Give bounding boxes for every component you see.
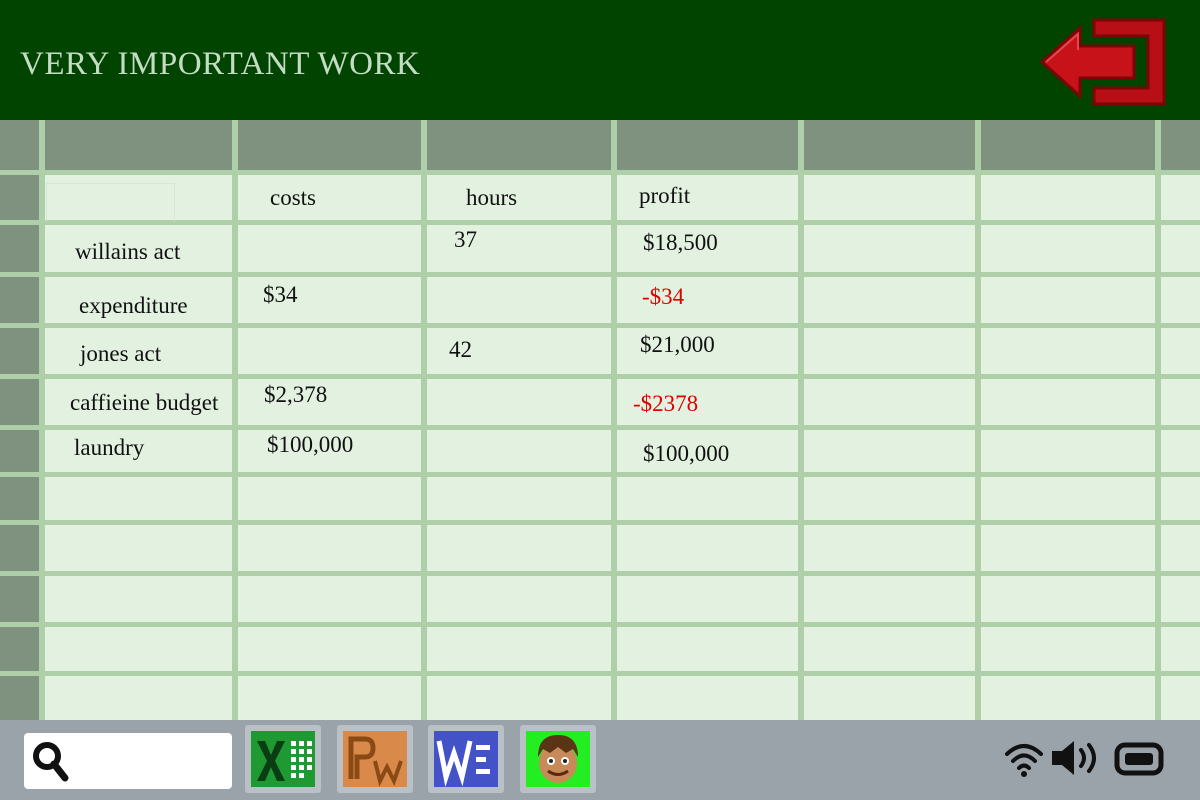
grid-line [611, 120, 617, 720]
grid-line [798, 120, 804, 720]
grid-line [0, 622, 1200, 627]
presentation-app-icon [343, 731, 407, 787]
exit-icon[interactable] [1036, 8, 1170, 110]
grid-line [421, 120, 427, 720]
cell-costs[interactable]: $100,000 [267, 432, 354, 457]
grid-line [39, 120, 45, 720]
presentation-app-button[interactable] [337, 725, 413, 793]
cell-profit[interactable]: $18,500 [643, 230, 718, 255]
header-hours[interactable]: hours [466, 185, 518, 210]
grid-line [0, 374, 1200, 379]
grid-line [0, 220, 1200, 225]
row-label[interactable]: laundry [74, 435, 145, 460]
avatar-app-button[interactable] [520, 725, 596, 793]
grid-line [1155, 120, 1161, 720]
grid-line [0, 272, 1200, 277]
grid-line [975, 120, 981, 720]
grid-line [0, 520, 1200, 525]
row-label[interactable]: willains act [75, 239, 181, 264]
header-costs[interactable]: costs [270, 185, 316, 210]
grid-line [0, 571, 1200, 576]
grid-line [0, 671, 1200, 676]
word-app-icon [434, 731, 498, 787]
cell-hours[interactable]: 37 [454, 227, 477, 252]
cell-hours[interactable]: 42 [449, 337, 472, 362]
header-profit[interactable]: profit [639, 183, 691, 208]
cell-costs[interactable]: $34 [263, 282, 298, 307]
spreadsheet-app-button[interactable] [245, 725, 321, 793]
app-title: VERY IMPORTANT WORK [20, 46, 421, 82]
grid-line [0, 472, 1200, 477]
row-label[interactable]: expenditure [79, 293, 188, 318]
row-label[interactable]: jones act [80, 341, 162, 366]
row-label[interactable]: caffieine budget [70, 390, 219, 415]
avatar-icon [526, 731, 590, 787]
spreadsheet-grid[interactable] [0, 120, 1200, 720]
search-icon [30, 739, 70, 783]
spreadsheet-app-icon [251, 731, 315, 787]
grid-line [0, 323, 1200, 328]
row-header-column [0, 120, 40, 720]
grid-line [232, 120, 238, 720]
grid-line [0, 425, 1200, 430]
cell-costs[interactable]: $2,378 [264, 382, 328, 407]
grid-line [0, 170, 1200, 175]
column-header-row [0, 120, 1200, 170]
battery-icon[interactable] [1114, 742, 1164, 776]
selected-cell[interactable] [46, 183, 175, 221]
wifi-icon[interactable] [1004, 740, 1044, 778]
word-app-button[interactable] [428, 725, 504, 793]
volume-icon[interactable] [1050, 738, 1104, 778]
cell-profit[interactable]: -$34 [642, 284, 685, 309]
cell-profit[interactable]: $21,000 [640, 332, 715, 357]
cell-profit[interactable]: $100,000 [643, 441, 730, 466]
cell-profit[interactable]: -$2378 [633, 391, 699, 416]
title-bar [0, 0, 1200, 120]
